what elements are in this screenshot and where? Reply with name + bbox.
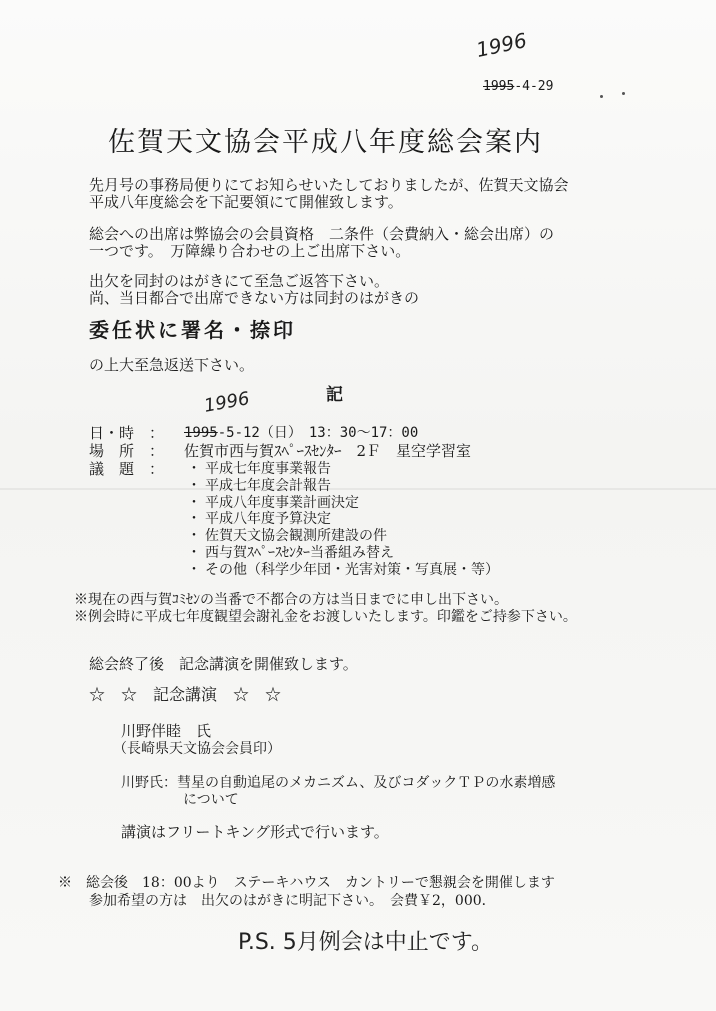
- lecture-speaker: 川野伴睦 氏: [121, 722, 212, 740]
- agenda-bullet: ・: [187, 528, 201, 545]
- scan-mark: [622, 92, 625, 95]
- lecture-intro: 総会終了後 記念講演を開催致します。: [89, 655, 358, 673]
- paper-fold: [0, 488, 716, 490]
- agenda-item: 平成八年度予算決定: [205, 511, 331, 528]
- intro-line: 出欠を同封のはがきにて至急ご返答下さい。: [89, 272, 390, 290]
- lecture-format: 講演はフリートキング形式で行います。: [121, 823, 389, 841]
- emphasis-proxy-signature: 委任状に署名・捺印: [89, 318, 296, 342]
- agenda-label: 議 題 ：: [89, 460, 165, 478]
- datetime-label: 日・時 ：: [89, 424, 165, 442]
- agenda-item: 平成七年度事業報告: [205, 461, 331, 477]
- lecture-topic: 川野氏：彗星の自動追尾のメカニズム、及びコダックＴＰの水素増感: [121, 775, 556, 791]
- agenda-bullet: ・: [187, 511, 201, 528]
- intro-line: 先月号の事務局便りにてお知らせいたしておりましたが、佐賀天文協会: [89, 176, 569, 194]
- intro-line: 尚、当日都合で出席できない方は同封のはがきの: [89, 289, 420, 307]
- agenda-bullet: ・: [187, 461, 201, 477]
- intro-line: 一つです。 万障繰り合わせの上ご出席下さい。: [89, 242, 411, 260]
- datetime-rest: -5-12（日） 13：30～17：00: [217, 425, 419, 441]
- datetime-struck-year: 1995: [184, 425, 218, 441]
- agenda-bullet: ・: [187, 477, 201, 494]
- lecture-topic-cont: について: [183, 792, 239, 808]
- header-date-struck-year: 1995: [483, 79, 515, 94]
- agenda-item: 佐賀天文協会観測所建設の件: [205, 528, 387, 545]
- party-line: ※ 総会後 18：00より ステーキハウス カントリーで懇親会を開催します: [58, 875, 555, 891]
- ki-heading: 記: [326, 385, 343, 405]
- header-date: [483, 78, 553, 96]
- datetime-value: [184, 424, 418, 442]
- agenda-item: 平成八年度事業計画決定: [205, 494, 359, 511]
- place-value: 佐賀市西与賀ｽﾍﾟｰｽｾﾝﾀｰ 2Ｆ 星空学習室: [184, 442, 472, 460]
- lecture-affiliation: （長崎県天文協会会員印）: [113, 741, 281, 757]
- agenda-bullet: ・: [187, 494, 201, 511]
- agenda-item: 平成七年度会計報告: [205, 477, 331, 494]
- handwritten-ps: P.S. 5月例会は中止です。: [238, 930, 494, 955]
- note-line: ※現在の西与賀ｺﾐｾﾝの当番で不都合の方は当日までに申し出下さい。: [74, 592, 508, 608]
- agenda-item: 西与賀ｽﾍﾟｰｽｾﾝﾀｰ当番組み替え: [205, 545, 394, 561]
- handwritten-year-top: 1996: [474, 27, 529, 63]
- lecture-heading: ☆ ☆ 記念講演 ☆ ☆: [89, 685, 282, 704]
- header-date-rest: -4-29: [514, 79, 554, 94]
- handwritten-year-inline: 1996: [202, 388, 252, 417]
- agenda-item: その他（科学少年団・光害対策・写真展・等）: [205, 561, 499, 578]
- place-label: 場 所 ：: [89, 442, 165, 460]
- intro-line: 総会への出席は弊協会の会員資格 二条件（会費納入・総会出席）の: [89, 225, 555, 243]
- scan-mark: [600, 95, 603, 98]
- page-title: 佐賀天文協会平成八年度総会案内: [108, 127, 543, 158]
- agenda-bullet: ・: [187, 545, 201, 561]
- note-line: ※例会時に平成七年度観望会謝礼金をお渡しいたします。印鑑をご持参下さい。: [74, 609, 577, 625]
- intro-line: の上大至急返送下さい。: [89, 356, 255, 374]
- intro-line: 平成八年度総会を下記要領にて開催致します。: [89, 193, 403, 211]
- party-line: 参加希望の方は 出欠のはがきに明記下さい。 会費￥2，000．: [89, 893, 496, 909]
- agenda-bullet: ・: [187, 561, 201, 578]
